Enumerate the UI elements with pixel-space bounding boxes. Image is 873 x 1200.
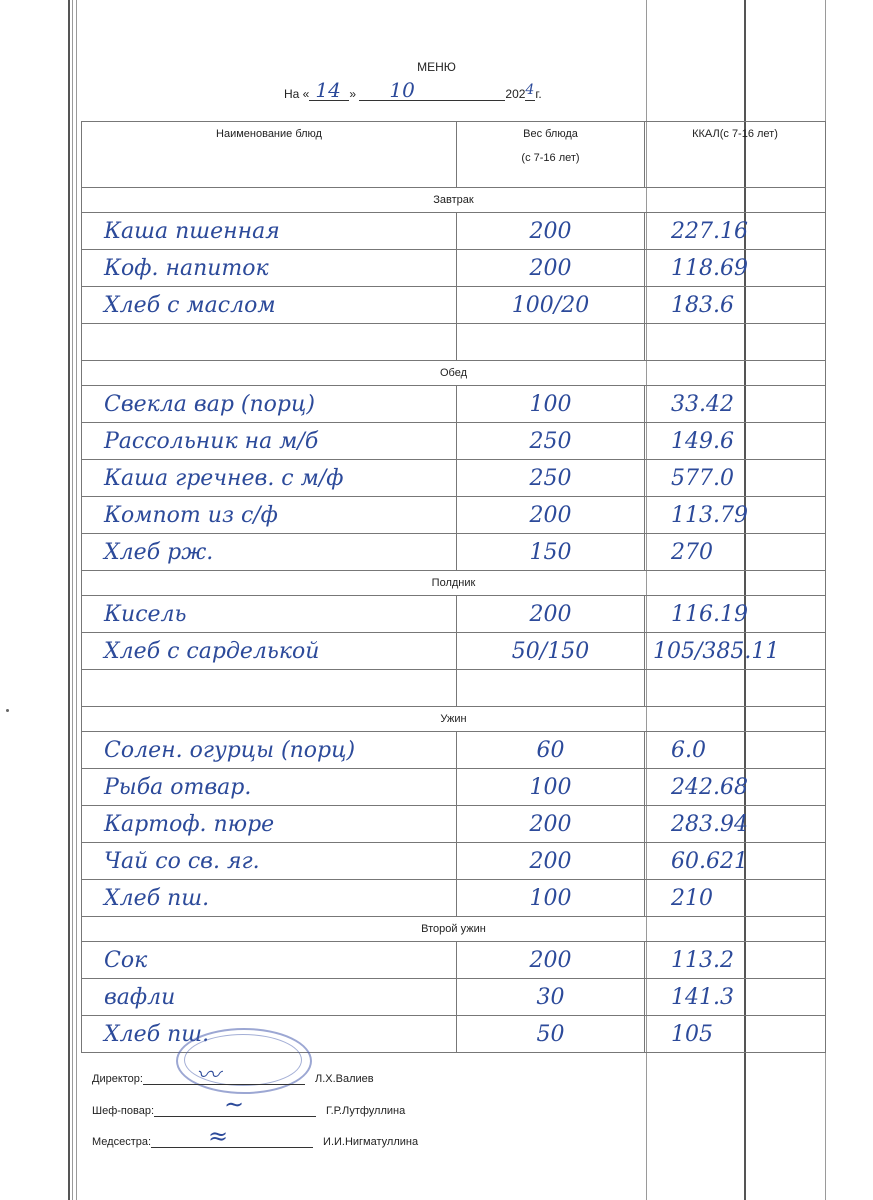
dish-kcal: 141.3	[645, 979, 826, 1016]
signature-line	[154, 1102, 316, 1117]
signature-nurse	[92, 1133, 418, 1148]
dish-weight: 200	[457, 213, 645, 250]
dish-weight: 100	[457, 880, 645, 917]
date-prefix: На «	[284, 87, 310, 101]
margin-rule	[72, 0, 73, 1200]
dish-name: Хлеб рж.	[82, 534, 457, 571]
month-field	[359, 78, 505, 102]
dish-kcal: 113.79	[645, 497, 826, 534]
dish-weight: 200	[457, 596, 645, 633]
col-weight-label: Вес блюда	[523, 128, 578, 140]
table-header	[82, 122, 826, 188]
empty-row	[82, 670, 826, 707]
signature-name: Л.Х.Валиев	[314, 1073, 374, 1085]
dish-kcal: 113.2	[645, 942, 826, 979]
dish-name: Хлеб пш.	[82, 880, 457, 917]
dish-kcal: 105	[645, 1016, 826, 1053]
dish-weight: 50	[457, 1016, 645, 1053]
director-signature: 〰	[196, 1061, 220, 1089]
dish-weight: 100	[457, 386, 645, 423]
dish-weight: 150	[457, 534, 645, 571]
dish-kcal: 105/385.11	[645, 633, 826, 670]
dish-weight: 60	[457, 732, 645, 769]
col-kcal: ККАЛ(с 7-16 лет)	[645, 122, 826, 188]
section-breakfast: Завтрак	[82, 188, 826, 213]
dish-weight: 200	[457, 942, 645, 979]
dish-kcal: 33.42	[645, 386, 826, 423]
signature-director	[92, 1070, 374, 1085]
section-dinner: Ужин	[82, 707, 826, 732]
month-value: 10	[389, 78, 415, 102]
table-row	[82, 942, 826, 979]
signature-name: И.И.Нигматуллина	[323, 1136, 419, 1148]
chef-signature: ∼	[224, 1090, 245, 1118]
nurse-signature: ≈	[208, 1122, 229, 1150]
year-digit: 4	[525, 82, 535, 98]
table-row	[82, 213, 826, 250]
day-field	[309, 78, 349, 102]
dish-name: Рассольник на м/б	[82, 423, 457, 460]
dish-weight: 200	[457, 497, 645, 534]
signature-role: Шеф-повар:	[92, 1105, 154, 1117]
dish-weight: 200	[457, 843, 645, 880]
table-row	[82, 979, 826, 1016]
date-close: »	[349, 87, 357, 101]
dish-kcal: 60.621	[645, 843, 826, 880]
dish-weight: 250	[457, 460, 645, 497]
section-lunch: Обед	[82, 361, 826, 386]
table-row	[82, 497, 826, 534]
signature-line	[151, 1133, 313, 1148]
dish-name: Хлеб пш.	[82, 1016, 457, 1053]
table-row	[82, 633, 826, 670]
dish-name: Каша пшенная	[82, 213, 457, 250]
table-row	[82, 880, 826, 917]
table-row	[82, 534, 826, 571]
signature-role: Медсестра:	[92, 1136, 152, 1148]
dish-name: Чай со св. яг.	[82, 843, 457, 880]
dish-name: Коф. напиток	[82, 250, 457, 287]
table-row	[82, 287, 826, 324]
col-dish-name: Наименование блюд	[82, 122, 457, 188]
dish-name: Хлеб с маслом	[82, 287, 457, 324]
table-row	[82, 732, 826, 769]
dish-weight: 100	[457, 769, 645, 806]
table-row	[82, 769, 826, 806]
section-snack: Полдник	[82, 571, 826, 596]
col-weight-age: (с 7-16 лет)	[521, 152, 580, 164]
dish-name: Компот из с/ф	[82, 497, 457, 534]
table-row	[82, 596, 826, 633]
dish-name: Сок	[82, 942, 457, 979]
dish-kcal: 149.6	[645, 423, 826, 460]
dish-name: вафли	[82, 979, 457, 1016]
year-suffix: г.	[535, 87, 542, 101]
dish-kcal: 116.19	[645, 596, 826, 633]
empty-row	[82, 324, 826, 361]
dish-weight: 30	[457, 979, 645, 1016]
dish-weight: 200	[457, 806, 645, 843]
day-value: 14	[315, 78, 341, 102]
dish-name: Хлеб с сарделькой	[82, 633, 457, 670]
dish-name: Картоф. пюре	[82, 806, 457, 843]
dish-kcal: 210	[645, 880, 826, 917]
signature-role: Директор:	[92, 1073, 143, 1085]
scan-dot	[6, 709, 9, 712]
signature-chef	[92, 1102, 405, 1117]
table-row	[82, 386, 826, 423]
table-row	[82, 423, 826, 460]
signature-line	[143, 1070, 305, 1085]
dish-name: Свекла вар (порц)	[82, 386, 457, 423]
signature-name: Г.Р.Лутфуллина	[326, 1105, 406, 1117]
dish-kcal: 118.69	[645, 250, 826, 287]
dish-name: Рыба отвар.	[82, 769, 457, 806]
table-row	[82, 250, 826, 287]
dish-kcal: 577.0	[645, 460, 826, 497]
dish-kcal: 183.6	[645, 287, 826, 324]
dish-kcal: 6.0	[645, 732, 826, 769]
dish-name: Солен. огурцы (порц)	[82, 732, 457, 769]
dish-kcal: 242.68	[645, 769, 826, 806]
table-row	[82, 843, 826, 880]
dish-name: Кисель	[82, 596, 457, 633]
menu-date	[284, 78, 542, 102]
dish-kcal: 283.94	[645, 806, 826, 843]
table-row	[82, 806, 826, 843]
dish-weight: 200	[457, 250, 645, 287]
margin-rule	[68, 0, 70, 1200]
margin-rule	[76, 0, 77, 1200]
table-row	[82, 460, 826, 497]
year-field	[525, 84, 535, 101]
year-prefix: 202	[505, 87, 526, 101]
dish-weight: 250	[457, 423, 645, 460]
dish-kcal: 227.16	[645, 213, 826, 250]
page-title: МЕНЮ	[417, 60, 456, 74]
dish-weight: 100/20	[457, 287, 645, 324]
dish-weight: 50/150	[457, 633, 645, 670]
section-second-dinner: Второй ужин	[82, 917, 826, 942]
menu-table	[81, 121, 826, 1053]
dish-kcal: 270	[645, 534, 826, 571]
dish-name: Каша гречнев. с м/ф	[82, 460, 457, 497]
col-weight	[457, 122, 645, 188]
